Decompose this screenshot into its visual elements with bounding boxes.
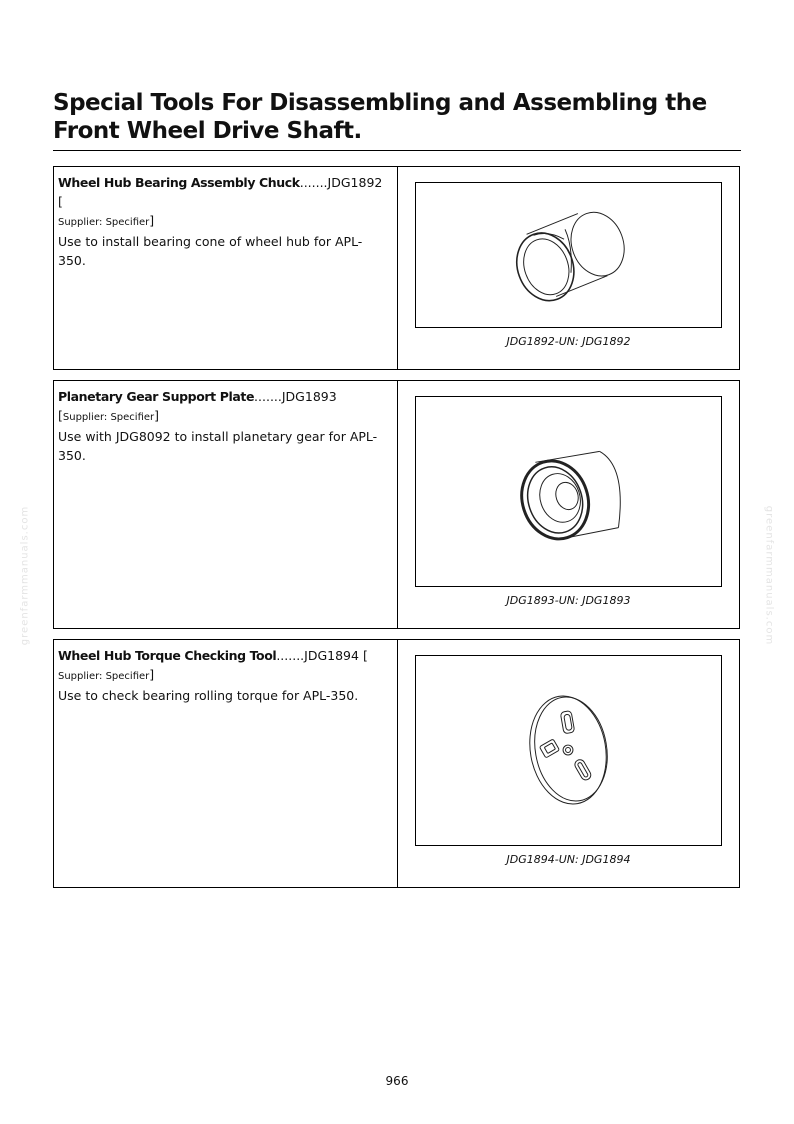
figure-caption: JDG1893-UN: JDG1893 <box>506 594 631 607</box>
bearing-chuck-drawing-icon <box>415 182 722 328</box>
part-number: JDG1894 <box>304 648 359 663</box>
tool-card-jdg1893 <box>53 380 740 629</box>
tool-card-jdg1894 <box>53 639 740 888</box>
figure-caption: JDG1892-UN: JDG1892 <box>506 335 631 348</box>
tool-usage: Use with JDG8092 to install planetary gear for APL-350. <box>58 429 378 463</box>
supplier-label: Supplier: Specifier <box>58 217 150 228</box>
bracket-close: ] <box>149 213 155 228</box>
figure-caption: JDG1894-UN: JDG1894 <box>506 853 631 866</box>
title-divider <box>53 150 741 151</box>
tool-figure-cell <box>398 167 739 369</box>
bracket-open: [ <box>58 194 63 209</box>
tool-figure-cell <box>398 640 739 887</box>
tool-description-cell <box>54 640 398 887</box>
supplier-label: Supplier: Specifier <box>62 412 155 423</box>
supplier-label: Supplier: Specifier <box>58 671 150 682</box>
page-title: Special Tools For Disassembling and Assembling the Front Wheel Drive Shaft. <box>53 90 707 144</box>
part-number: JDG1893 <box>281 389 337 404</box>
bracket-open: [ <box>358 648 368 663</box>
tool-usage: Use to check bearing rolling torque for APL-350. <box>58 688 359 703</box>
support-plate-drawing-icon <box>415 396 722 587</box>
leader-dots: ....... <box>299 175 328 190</box>
tool-description-cell <box>54 167 398 369</box>
bracket-close: ] <box>154 408 160 423</box>
page-number: 966 <box>385 1074 409 1088</box>
leader-dots: ....... <box>276 648 305 663</box>
watermark-left: greenfarmmanuals.com <box>19 505 31 646</box>
tool-name: Wheel Hub Torque Checking Tool <box>58 648 277 663</box>
watermark-right: greenfarmmanuals.com <box>763 505 775 646</box>
tool-name: Planetary Gear Support Plate <box>58 389 255 404</box>
bracket-close: ] <box>149 667 155 682</box>
tool-usage: Use to install bearing cone of wheel hub for APL-350. <box>58 234 363 268</box>
bracket-open: [ <box>58 408 63 423</box>
part-number: JDG1892 <box>327 175 383 190</box>
tool-figure-cell <box>398 381 739 628</box>
tool-description-cell <box>54 381 398 628</box>
torque-tool-drawing-icon <box>415 655 722 846</box>
tool-card-jdg1892 <box>53 166 740 370</box>
tool-name: Wheel Hub Bearing Assembly Chuck <box>58 175 300 190</box>
leader-dots: ....... <box>254 389 282 404</box>
